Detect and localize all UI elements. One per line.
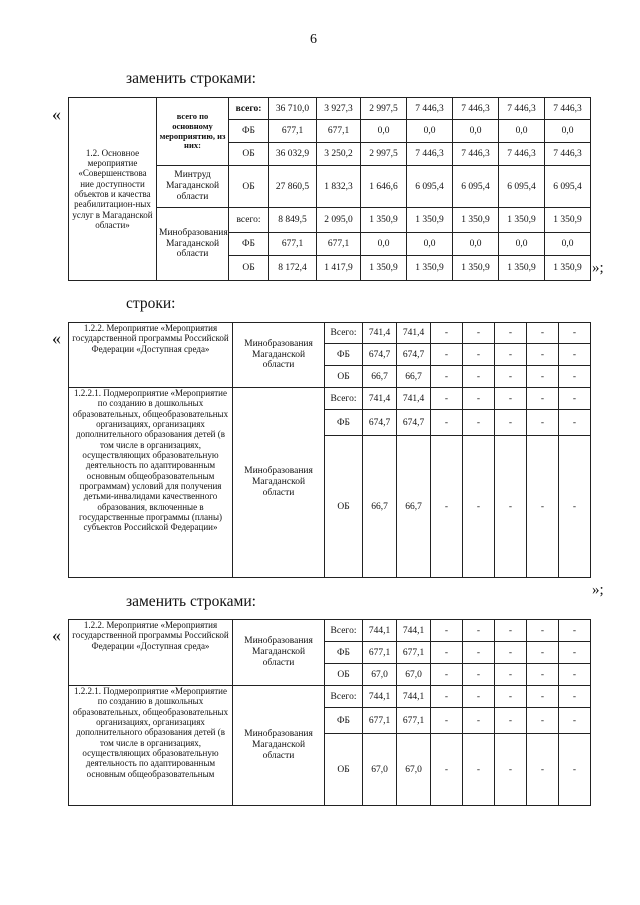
cell: 674,7 (363, 410, 397, 436)
cell: 7 446,3 (499, 98, 545, 120)
cell: 674,7 (397, 344, 431, 366)
cell: 67,0 (363, 664, 397, 686)
row-type: Всего: (325, 620, 363, 642)
cell: 8 849,5 (269, 208, 317, 233)
table-3 (68, 619, 591, 806)
cell: 66,7 (363, 436, 397, 578)
cell: 0,0 (499, 233, 545, 256)
cell: - (495, 620, 527, 642)
row-type: ФБ (325, 344, 363, 366)
heading-replace-2: заменить строками: (126, 593, 256, 610)
measure-title: 1.2.2. Мероприятие «Мероприятия государственной программы Российской Федерации «Доступная среда» (69, 323, 233, 388)
cell: - (495, 708, 527, 734)
cell: 0,0 (499, 120, 545, 143)
agency: Минобразования Магаданской области (233, 323, 325, 388)
cell: - (495, 410, 527, 436)
cell: - (431, 734, 463, 806)
cell: 6 095,4 (407, 166, 453, 208)
cell: 7 446,3 (545, 98, 591, 120)
cell: - (463, 344, 495, 366)
table-1 (68, 97, 591, 281)
cell: 741,4 (397, 388, 431, 410)
row-type: всего: (229, 98, 269, 120)
agency: Минобразования Магаданской области (233, 388, 325, 578)
cell: - (559, 664, 591, 686)
cell: 3 927,3 (317, 98, 361, 120)
cell: - (431, 410, 463, 436)
cell: 6 095,4 (545, 166, 591, 208)
cell: 1 646,6 (361, 166, 407, 208)
cell: 0,0 (545, 233, 591, 256)
cell: 0,0 (453, 120, 499, 143)
cell: 744,1 (363, 686, 397, 708)
cell: - (527, 686, 559, 708)
agency: Минобразования Магаданской области (233, 686, 325, 806)
cell: - (495, 686, 527, 708)
row-type: Всего: (325, 323, 363, 344)
cell: - (431, 708, 463, 734)
close-quote-1: »; (592, 260, 604, 276)
cell: - (463, 686, 495, 708)
row-type: ФБ (229, 120, 269, 143)
open-quote-2: « (52, 328, 61, 348)
cell: 677,1 (317, 233, 361, 256)
cell: - (527, 620, 559, 642)
cell: 0,0 (361, 233, 407, 256)
cell: 0,0 (361, 120, 407, 143)
cell: - (527, 366, 559, 388)
cell: 7 446,3 (453, 98, 499, 120)
cell: - (463, 410, 495, 436)
cell: 8 172,4 (269, 256, 317, 281)
heading-lines: строки: (126, 295, 176, 312)
cell: - (559, 708, 591, 734)
cell: 36 032,9 (269, 143, 317, 166)
heading-replace-1: заменить строками: (126, 70, 256, 87)
cell: 741,4 (363, 323, 397, 344)
cell: 677,1 (397, 708, 431, 734)
cell: - (431, 344, 463, 366)
cell: 0,0 (407, 120, 453, 143)
cell: 3 250,2 (317, 143, 361, 166)
row-type: ОБ (325, 436, 363, 578)
cell: 741,4 (397, 323, 431, 344)
cell: - (463, 388, 495, 410)
cell: 36 710,0 (269, 98, 317, 120)
cell: 1 350,9 (453, 256, 499, 281)
cell: - (463, 708, 495, 734)
cell: - (559, 388, 591, 410)
cell: - (431, 620, 463, 642)
cell: 677,1 (397, 642, 431, 664)
sub-measure-title: 1.2.2.1. Подмероприятие «Мероприятие по созданию в дошкольных образовательных, общеобразовательных организациях, организациях дополнительного образования детей (в том числе в организациях, осуществляющих образовательную деятельность по адаптированным основным общеобразовательным программам) условий для получения детьми-инвалидами качественного образования, включенные в государственные программы (планы) субъектов Российской Федерации» (69, 388, 233, 578)
cell: 7 446,3 (453, 143, 499, 166)
cell: - (527, 323, 559, 344)
cell: 2 997,5 (361, 98, 407, 120)
cell: - (527, 436, 559, 578)
row-type: Всего: (325, 686, 363, 708)
row-type: Всего: (325, 388, 363, 410)
cell: - (527, 664, 559, 686)
cell: 7 446,3 (407, 98, 453, 120)
cell: - (559, 344, 591, 366)
cell: 1 350,9 (545, 256, 591, 281)
cell: 1 350,9 (499, 256, 545, 281)
cell: 6 095,4 (453, 166, 499, 208)
cell: - (495, 388, 527, 410)
cell: - (463, 664, 495, 686)
cell: 1 350,9 (453, 208, 499, 233)
cell: - (431, 642, 463, 664)
measure-title: 1.2.2. Мероприятие «Мероприятия государственной программы Российской Федерации «Доступная среда» (69, 620, 233, 686)
total-label: всего по основному мероприятию, из них: (157, 98, 229, 166)
cell: - (463, 734, 495, 806)
cell: - (559, 620, 591, 642)
cell: - (495, 734, 527, 806)
cell: - (559, 686, 591, 708)
cell: - (463, 323, 495, 344)
cell: 677,1 (363, 642, 397, 664)
cell: 677,1 (317, 120, 361, 143)
cell: - (463, 642, 495, 664)
cell: - (431, 686, 463, 708)
cell: 1 350,9 (407, 208, 453, 233)
row-type: ОБ (229, 166, 269, 208)
row-type: всего: (229, 208, 269, 233)
cell: - (431, 436, 463, 578)
row-type: ОБ (229, 256, 269, 281)
cell: 67,0 (397, 734, 431, 806)
agency: Минобразования Магаданской области (233, 620, 325, 686)
cell: - (559, 642, 591, 664)
cell: - (559, 410, 591, 436)
cell: - (431, 366, 463, 388)
cell: 67,0 (397, 664, 431, 686)
cell: 744,1 (397, 620, 431, 642)
cell: - (527, 410, 559, 436)
cell: - (431, 664, 463, 686)
cell: 1 350,9 (545, 208, 591, 233)
cell: 0,0 (407, 233, 453, 256)
row-type: ОБ (325, 734, 363, 806)
sub-measure-title: 1.2.2.1. Подмероприятие «Мероприятие по созданию в дошкольных образовательных, общеобразовательных организациях, организациях дополнительного образования детей (в том числе в организациях, осуществляющих образовательную деятельность по адаптированным основным общеобразовательным (69, 686, 233, 806)
close-quote-2: »; (592, 582, 604, 598)
cell: 7 446,3 (545, 143, 591, 166)
row-type: ОБ (325, 366, 363, 388)
cell: - (559, 436, 591, 578)
open-quote-3: « (52, 625, 61, 645)
cell: 0,0 (545, 120, 591, 143)
cell: - (527, 708, 559, 734)
cell: - (463, 620, 495, 642)
cell: 2 095,0 (317, 208, 361, 233)
cell: - (527, 734, 559, 806)
cell: 7 446,3 (499, 143, 545, 166)
cell: - (495, 323, 527, 344)
cell: 1 350,9 (361, 256, 407, 281)
cell: - (527, 642, 559, 664)
cell: 67,0 (363, 734, 397, 806)
cell: 7 446,3 (407, 143, 453, 166)
cell: 677,1 (363, 708, 397, 734)
cell: 674,7 (397, 410, 431, 436)
cell: - (495, 366, 527, 388)
main-measure-label: 1.2. Основное мероприятие «Совершенствова ние доступности объектов и качества реабилитацион-ных услуг в Магаданской области» (69, 98, 157, 281)
cell: - (431, 388, 463, 410)
row-type: ФБ (325, 410, 363, 436)
cell: 741,4 (363, 388, 397, 410)
cell: - (463, 366, 495, 388)
cell: 677,1 (269, 233, 317, 256)
cell: 674,7 (363, 344, 397, 366)
cell: - (495, 436, 527, 578)
cell: 677,1 (269, 120, 317, 143)
cell: - (559, 323, 591, 344)
row-type: ФБ (325, 642, 363, 664)
cell: 66,7 (397, 436, 431, 578)
cell: 0,0 (453, 233, 499, 256)
agency-minobr: Минобразования Магаданской области (157, 208, 229, 281)
cell: 1 350,9 (361, 208, 407, 233)
row-type: ОБ (229, 143, 269, 166)
open-quote-1: « (52, 104, 61, 124)
row-type: ФБ (325, 708, 363, 734)
cell: 27 860,5 (269, 166, 317, 208)
cell: - (495, 344, 527, 366)
cell: 1 417,9 (317, 256, 361, 281)
cell: 1 350,9 (407, 256, 453, 281)
cell: - (559, 366, 591, 388)
cell: 66,7 (397, 366, 431, 388)
agency-mintrud: Минтруд Магаданской области (157, 166, 229, 208)
cell: - (431, 323, 463, 344)
cell: - (527, 344, 559, 366)
cell: 6 095,4 (499, 166, 545, 208)
cell: 1 832,3 (317, 166, 361, 208)
row-type: ОБ (325, 664, 363, 686)
page-number: 6 (310, 32, 317, 47)
cell: - (495, 642, 527, 664)
cell: 2 997,5 (361, 143, 407, 166)
cell: 66,7 (363, 366, 397, 388)
table-2 (68, 322, 591, 578)
cell: 744,1 (397, 686, 431, 708)
row-type: ФБ (229, 233, 269, 256)
cell: 744,1 (363, 620, 397, 642)
cell: - (495, 664, 527, 686)
cell: 1 350,9 (499, 208, 545, 233)
cell: - (463, 436, 495, 578)
cell: - (559, 734, 591, 806)
cell: - (527, 388, 559, 410)
